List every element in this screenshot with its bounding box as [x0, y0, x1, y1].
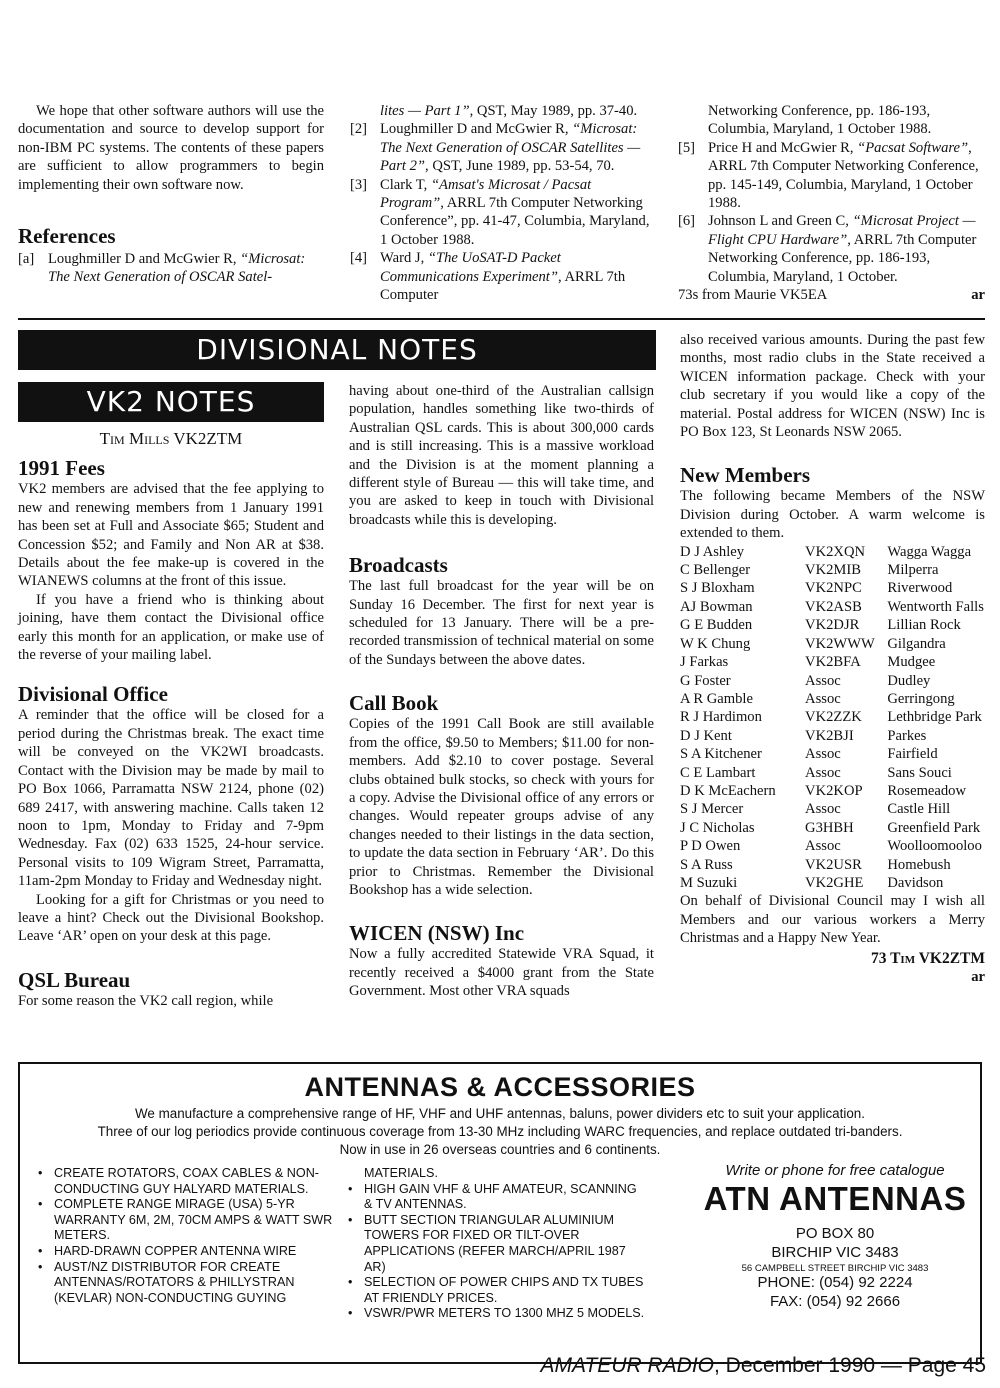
member-callsign: G3HBH	[805, 819, 854, 836]
wicen-paragraph-cont: also received various amounts. During the past few months, most radio clubs in the State received a WICEN information package. Check with your club secretary if you would like a copy of the material. Postal address for WICEN (NSW) Inc is PO Box 123, St Leonards NSW 2065.	[680, 332, 985, 441]
member-name: W K Chung	[680, 635, 751, 652]
advert-contact	[700, 1162, 970, 1310]
member-town: Mudgee	[887, 654, 936, 671]
member-callsign: Assoc	[805, 838, 841, 855]
top-col-1	[18, 102, 324, 287]
member-callsign: VK2NPC	[805, 580, 862, 597]
member-row	[680, 782, 985, 800]
byline: Tim Mills VK2ZTM	[99, 429, 243, 448]
member-row	[680, 819, 985, 837]
member-row	[680, 800, 985, 818]
member-town: Parkes	[887, 727, 927, 744]
office-paragraph-1: A reminder that the office will be closed for a period during the Christmas break. The exact time will be conveyed on the VK2WI broadcasts. Contact with the Division may be made by mail to PO Box 1066, Parramatta NSW 2124, phone (02) 689 2417, with answering machine. Calls taken 12 noon to 1pm, Monday to Friday and 7-9pm Wednesday. Fax (02) 633 1525, 24-hour service. Personal visits to 109 Wigram Street, Parramatta, 11am-2pm Monday to Friday and Wednesday night.	[18, 707, 324, 890]
reference-a-cont: lites — Part 1”, QST, May 1989, pp. 37-40.	[380, 103, 638, 119]
member-callsign: Assoc	[805, 672, 841, 689]
right-column	[680, 331, 985, 986]
callbook-paragraph: Copies of the 1991 Call Book are still available from the office, $9.50 to Members; $11.00 for non-members. Add $2.10 to cover postage. Several clubs obtained bulk stocks, so check with yours for a copy. Advise the Divisional office of any errors or changes. Would repeater groups advise of any changes needed to their listings in the data section, to update the data section in February ‘AR’. Do this prior to Christmas. Remember the Divisional Bookshop has a wide selection.	[349, 716, 654, 898]
member-callsign: VK2BFA	[805, 654, 861, 671]
address-line-2: BIRCHIP VIC 3483	[771, 1244, 899, 1261]
office-heading: Divisional Office	[18, 682, 168, 707]
broadcasts-paragraph: The last full broadcast for the year will be on Sunday 16 December. The first for next year is scheduled for 13 January. There will be a pre-recorded transmission of technical material on some of the Sundays between the above dates.	[349, 578, 654, 668]
member-name: S J Bloxham	[680, 580, 755, 597]
intro-paragraph: We hope that other software authors will use the documentation and source to develop support for non-IBM PC systems. The contents of these papers are sufficient to allow programmers to begin implementing their own software now.	[18, 103, 324, 193]
member-town: Riverwood	[887, 580, 953, 597]
advert-list-item: • HIGH GAIN VHF & UHF AMATEUR, SCANNING & TV ANTENNAS.	[348, 1181, 637, 1212]
member-name: S A Kitchener	[680, 746, 762, 763]
member-row	[680, 874, 985, 892]
reference-3: [3] Clark T, “Amsat's Microsat / Pacsat Program”, ARRL 7th Computer Networking Conference”, pp. 41-47, Columbia, Maryland, 1 October 1988.	[350, 176, 650, 248]
issue-page: , December 1990 — Page 45	[714, 1354, 986, 1377]
qsl-paragraph-cont: having about one-third of the Australian callsign population, handles something like two-thirds of Australian QSL cards. This is about 300,000 cards and is still increasing. This is a massive workload and the Division is at the moment planning a different style of Bureau — this will take time, and you are asked to keep in touch with Divisional broadcasts while this is developing.	[349, 383, 654, 528]
brand-name: ATN ANTENNAS	[703, 1180, 967, 1217]
advert-intro: We manufacture a comprehensive range of HF, VHF and UHF antennas, baluns, power dividers etc to suit your application. Three of our log periodics provide continuous coverage from 13-30 MHz including WARC frequencies, and replace outdated tri-banders. Now in use in 26 overseas countries and 6 continents.	[97, 1106, 903, 1157]
member-row	[680, 837, 985, 855]
page-footer	[541, 1354, 986, 1378]
member-name: D J Kent	[680, 727, 732, 744]
member-row	[680, 579, 985, 597]
address-line-3: 56 CAMPBELL STREET BIRCHIP VIC 3483	[741, 1263, 929, 1274]
catalogue-line: Write or phone for free catalogue	[725, 1162, 945, 1179]
member-name: J Farkas	[680, 654, 729, 671]
member-callsign: VK2WWW	[805, 635, 875, 652]
member-town: Davidson	[887, 874, 944, 891]
member-town: Gilgandra	[887, 635, 946, 652]
end-mark: ar	[971, 287, 985, 304]
top-col-2	[350, 102, 654, 304]
member-name: AJ Bowman	[680, 598, 753, 615]
member-name: D K McEachern	[680, 782, 776, 799]
callbook-heading: Call Book	[349, 691, 439, 716]
fees-paragraph-1: VK2 members are advised that the fee applying to new and renewing members from 1 January 1991 has been set at Full and Associate $65; Student and Concession $52; and Family and Non AR at $38. Details about the fee make-up is covered in the WIANEWS columns at the front of this issue.	[18, 481, 324, 590]
fees-paragraph-2: If you have a friend who is thinking about joining, have them contact the Divisional office early this month for an application, or make use of the reverse of your mailing label.	[18, 591, 324, 664]
bullet-icon: •	[38, 1259, 43, 1274]
member-town: Lethbridge Park	[887, 709, 982, 726]
bullet-icon: •	[38, 1197, 43, 1212]
bullet-icon: •	[348, 1212, 353, 1227]
phone: PHONE: (054) 92 2224	[757, 1274, 913, 1291]
magazine-name: AMATEUR RADIO	[540, 1354, 714, 1377]
section-divider	[18, 318, 985, 320]
closing-paragraph: On behalf of Divisional Council may I wish all Members and our various workers a Merry Christmas and a Happy New Year.	[680, 893, 985, 947]
member-name: S A Russ	[680, 856, 733, 873]
advert-list-item: • AUST/NZ DISTRIBUTOR FOR CREATE ANTENNAS/ROTATORS & PHILLYSTRAN (KEVLAR) NON-CONDUCTING GUYING	[38, 1259, 295, 1305]
member-callsign: VK2USR	[805, 856, 862, 873]
member-town: Wagga Wagga	[887, 543, 972, 560]
references-heading: References	[18, 224, 116, 249]
reference-a: [a] Loughmiller D and McGwier R, “Microsat: The Next Generation of OSCAR Satel-	[18, 251, 306, 286]
member-row	[680, 672, 985, 690]
member-callsign: VK2GHE	[805, 874, 864, 891]
end-mark: ar	[971, 969, 985, 985]
member-row	[680, 856, 985, 874]
member-name: P D Owen	[680, 838, 741, 855]
reference-6: [6] Johnson L and Green C, “Microsat Project — Flight CPU Hardware”, ARRL 7th Computer Networking Conference, pp. 186-193, Columbia, Maryland, 1 October.	[678, 213, 977, 285]
member-callsign: Assoc	[805, 690, 841, 707]
advert-list-item: • HARD-DRAWN COPPER ANTENNA WIRE	[38, 1243, 297, 1258]
member-callsign: Assoc	[805, 764, 841, 781]
left-column	[18, 382, 324, 1010]
member-row	[680, 561, 985, 579]
member-callsign: VK2DJR	[805, 617, 860, 634]
member-town: Greenfield Park	[887, 819, 981, 836]
advert-list-item: • SELECTION OF POWER CHIPS AND TX TUBES AT FRIENDLY PRICES.	[348, 1275, 644, 1305]
qsl-paragraph: For some reason the VK2 call region, while	[18, 992, 274, 1009]
member-town: Milperra	[887, 562, 939, 579]
member-town: Fairfield	[887, 746, 938, 763]
member-town: Rosemeadow	[887, 782, 967, 799]
fees-heading: 1991 Fees	[18, 456, 105, 481]
reference-2: [2] Loughmiller D and McGwier R, “Microsat: The Next Generation of OSCAR Satellites — Part 2”, QST, June 1989, pp. 53-54, 70.	[350, 121, 641, 175]
bullet-icon: •	[348, 1181, 353, 1196]
broadcasts-heading: Broadcasts	[349, 553, 448, 578]
middle-column	[349, 382, 654, 1001]
member-name: G Foster	[680, 672, 731, 689]
member-name: S J Mercer	[680, 801, 744, 818]
member-callsign: VK2XQN	[805, 543, 866, 560]
member-town: Gerringong	[887, 690, 955, 707]
address-line-1: PO BOX 80	[795, 1225, 875, 1242]
member-name: D J Ashley	[680, 543, 745, 560]
member-callsign: Assoc	[805, 746, 841, 763]
member-row	[680, 543, 985, 561]
fax: FAX: (054) 92 2666	[769, 1293, 901, 1310]
wicen-heading: WICEN (NSW) Inc	[349, 921, 525, 946]
member-callsign: VK2BJI	[805, 727, 854, 744]
divisional-notes-banner: DIVISIONAL NOTES	[18, 330, 656, 370]
advert-list-item: • COMPLETE RANGE MIRAGE (USA) 5-YR WARRANTY 6M, 2M, 70CM AMPS & WATT SWR METERS.	[38, 1197, 333, 1243]
member-row	[680, 764, 985, 782]
wicen-paragraph: Now a fully accredited Statewide VRA Squad, it recently received a $4000 grant from the State Government. Most other VRA squads	[349, 946, 654, 1000]
bullet-icon: •	[38, 1243, 43, 1258]
member-callsign: VK2KOP	[805, 782, 863, 799]
advert-list-item: • VSWR/PWR METERS TO 1300 MHZ 5 MODELS.	[348, 1306, 645, 1321]
reference-4: [4] Ward J, “The UoSAT-D Packet Communications Experiment”, ARRL 7th Computer	[350, 250, 626, 304]
members-heading: New Members	[680, 463, 811, 488]
bullet-icon: •	[348, 1275, 353, 1290]
member-row	[680, 727, 985, 745]
member-town: Woolloomooloo	[887, 838, 982, 855]
member-town: Lillian Rock	[887, 617, 961, 634]
member-callsign: Assoc	[805, 801, 841, 818]
advert-list-1	[38, 1166, 338, 1306]
member-callsign: VK2ZZK	[805, 709, 862, 726]
qsl-heading: QSL Bureau	[18, 967, 131, 992]
member-name: J C Nicholas	[680, 819, 755, 836]
members-table	[680, 543, 985, 893]
reference-4-cont: Networking Conference, pp. 186-193, Columbia, Maryland, 1 October 1988.	[708, 103, 932, 138]
member-town: Wentworth Falls	[887, 598, 984, 615]
advert-list-2	[348, 1166, 648, 1322]
member-name: M Suzuki	[680, 874, 738, 891]
member-name: R J Hardimon	[680, 709, 762, 726]
member-row	[680, 708, 985, 726]
advert-title: ANTENNAS & ACCESSORIES	[304, 1072, 696, 1102]
top-col-3	[678, 102, 985, 304]
member-name: C E Lambart	[680, 764, 756, 781]
ref-number: [a]	[18, 251, 35, 268]
member-town: Dudley	[887, 672, 931, 689]
member-name: A R Gamble	[680, 690, 753, 707]
member-name: G E Budden	[680, 617, 753, 634]
advert-list-item: • BUTT SECTION TRIANGULAR ALUMINIUM TOWERS FOR FIXED OR TILT-OVER APPLICATIONS (REFER MARCH/APRIL 1987 AR)	[348, 1212, 626, 1274]
signoff-row	[678, 286, 985, 304]
members-intro: The following became Members of the NSW Division during October. A warm welcome is extended to them.	[680, 488, 985, 542]
closing-signoff: 73 Tim VK2ZTM	[871, 949, 985, 967]
signoff: 73s from Maurie VK5EA	[678, 287, 828, 304]
advert-list-item: • CREATE ROTATORS, COAX CABLES & NON-CONDUCTING GUY HALYARD MATERIALS.	[38, 1166, 319, 1196]
member-town: Homebush	[887, 856, 951, 873]
member-row	[680, 745, 985, 763]
member-town: Castle Hill	[887, 801, 951, 818]
office-paragraph-2: Looking for a gift for Christmas or you need to leave a hint? Check out the Divisional Bookshop. Leave ‘AR’ open on your desk at this page.	[18, 891, 324, 945]
member-row	[680, 598, 985, 616]
member-row	[680, 616, 985, 634]
list-item-cont: MATERIALS.	[364, 1166, 438, 1180]
bullet-icon: •	[348, 1306, 353, 1321]
member-row	[680, 653, 985, 671]
member-callsign: VK2MIB	[805, 562, 861, 579]
bullet-icon: •	[38, 1166, 43, 1180]
atn-antennas-advert	[18, 1062, 982, 1364]
reference-5: [5] Price H and McGwier R, “Pacsat Software”, ARRL 7th Computer Networking Conference, pp. 145-149, Columbia, Maryland, 1 October 1988.	[678, 139, 979, 212]
member-row	[680, 690, 985, 708]
member-name: C Bellenger	[680, 562, 751, 579]
member-row	[680, 635, 985, 653]
member-callsign: VK2ASB	[805, 598, 862, 615]
vk2-notes-banner: VK2 NOTES	[18, 382, 324, 422]
member-town: Sans Souci	[887, 764, 952, 781]
